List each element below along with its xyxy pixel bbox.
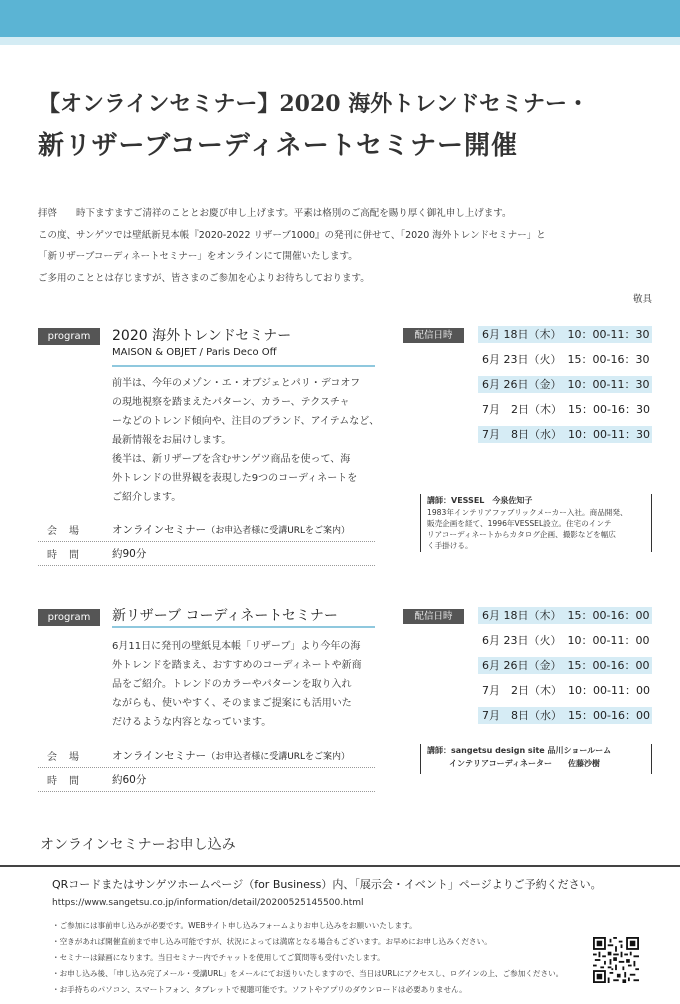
program-label-2: program (38, 609, 100, 626)
desc-line: 6月11日に発刊の壁紙見本帳「リザーブ」より今年の海 (112, 641, 361, 652)
intro-line: 「新リザーブコーディネートセミナー」をオンラインにて開催いたします。 (38, 251, 358, 262)
top-banner-bar (0, 0, 680, 37)
schedule-row (478, 351, 652, 368)
schedule-label-1: 配信日時 (403, 328, 464, 343)
schedule-time: 10：00-11：00 (568, 684, 650, 697)
time-value: 約90分 (112, 548, 147, 560)
venue-note: （お申込者様に受講URLをご案内） (206, 752, 351, 762)
seminar1-lecturer (420, 494, 652, 552)
time-label: 時間 (47, 550, 91, 561)
intro-text (38, 203, 652, 311)
seminar2-lecturer (420, 744, 652, 774)
venue-value: オンラインセミナー (112, 524, 207, 536)
intro-line: 拝啓 時下ますますご清祥のこととお慶び申し上げます。平素は格別のご高配を賜り厚く御礼申し上げます。 (38, 208, 512, 219)
schedule-row (478, 607, 652, 624)
lecturer-name: 講師：VESSEL 今泉佐知子 (427, 496, 533, 505)
seminar2-description (112, 637, 380, 732)
note-line: ・ご参加には事前申し込みが必要です。WEBサイト申し込みフォームよりお申し込みをお願いいたします。 (52, 921, 417, 930)
schedule-row (478, 632, 652, 649)
schedule-time: 15：00-16：00 (567, 609, 650, 622)
schedule-date: 6月 18日（木） (482, 328, 562, 341)
schedule-row (478, 682, 652, 699)
schedule-date: 7月 8日（水） (482, 428, 562, 441)
time-value: 約60分 (112, 774, 147, 786)
apply-heading: オンラインセミナーお申し込み (40, 837, 236, 853)
schedule-row (478, 426, 652, 443)
title-line-1: 【オンラインセミナー】2020 海外トレンドセミナー・ (38, 91, 590, 117)
seminar2-title: 新リザーブ コーディネートセミナー (112, 608, 338, 624)
schedule-time: 10：00-11：30 (567, 328, 650, 341)
note-line: ・お手持ちのパソコン、スマートフォン、タブレットで視聴可能です。ソフトやアプリのダウンロードは必要ありません。 (52, 985, 467, 994)
seminar2-divider (112, 626, 375, 628)
intro-line: ご多用のこととは存じますが、皆さまのご参加を心よりお待ちしております。 (38, 272, 370, 284)
intro-closing: 敬具 (632, 294, 652, 305)
schedule-label-2: 配信日時 (403, 609, 464, 624)
time-label: 時間 (47, 776, 91, 787)
venue-label: 会場 (47, 526, 91, 537)
desc-line: 品をご紹介。トレンドのカラーやパターンを取り入れ (112, 679, 352, 690)
schedule-row (478, 326, 652, 343)
note-line: ・空きがあれば開催直前まで申し込み可能ですが、状況によっては満席となる場合もございます。お早めにお申し込みください。 (52, 937, 492, 946)
info-divider (38, 541, 375, 542)
schedule-time: 10：00-11：30 (567, 378, 650, 391)
desc-line: 最新情報をお届けします。 (112, 435, 232, 446)
program-label-1: program (38, 328, 100, 345)
schedule-time: 15：00-16：30 (568, 403, 650, 416)
schedule-date: 6月 18日（木） (482, 609, 562, 622)
seminar1-title: 2020 海外トレンドセミナー (112, 328, 292, 344)
desc-line: だけるような内容となっています。 (112, 717, 272, 728)
apply-url-link[interactable]: https://www.sangetsu.co.jp/information/detail/20200525145500.html (52, 898, 364, 908)
desc-line: の現地視察を踏まえたパターン、カラー、テクスチャ (112, 397, 350, 408)
schedule-row (478, 376, 652, 393)
venue-note: （お申込者様に受講URLをご案内） (206, 526, 351, 536)
info-divider (38, 767, 375, 768)
intro-line: この度、サンゲツでは壁紙新見本帳『2020-2022 リザーブ1000』の発刊に併せて、「2020 海外トレンドセミナー」と (38, 229, 546, 241)
apply-lead-text: QRコードまたはサンゲツホームページ（for Business）内、「展示会・イベント」ページよりご予約ください。 (52, 878, 602, 891)
schedule-time: 15：00-16：30 (567, 353, 650, 366)
schedule-time: 10：00-11：30 (568, 428, 650, 441)
schedule-date: 7月 2日（木） (482, 403, 562, 416)
desc-line: ご紹介します。 (112, 492, 182, 503)
schedule-date: 6月 23日（火） (482, 353, 562, 366)
desc-line: ながらも、使いやすく、そのままご提案にも活用いた (112, 698, 352, 709)
lecturer-bio-line: 販売企画を経て、1996年VESSEL設立。住宅のインテ (427, 519, 612, 528)
lecturer-line-1: 講師：sangetsu design site 品川ショールーム (427, 746, 612, 755)
desc-line: ーなどのトレンド傾向や、注目のブランド、アイテムなど、 (112, 416, 380, 427)
page-title (38, 84, 589, 168)
desc-line: 外トレンドの世界観を表現した9つのコーディネートを (112, 473, 358, 484)
desc-line: 前半は、今年のメゾン・エ・オブジェとパリ・デコオフ (112, 378, 361, 389)
title-line-2: 新リザーブコーディネートセミナー開催 (38, 131, 519, 161)
top-banner-stripe (0, 37, 680, 45)
schedule-time: 10：00-11：00 (567, 634, 650, 647)
schedule-date: 7月 8日（水） (482, 709, 562, 722)
apply-notes (52, 918, 592, 998)
apply-divider (0, 865, 680, 867)
schedule-time: 15：00-16：00 (567, 659, 650, 672)
note-line: ・セミナーは録画になります。当日セミナー内でチャットを使用してご質問等も受付いたします。 (52, 953, 385, 962)
schedule-date: 7月 2日（木） (482, 684, 562, 697)
schedule-time: 15：00-16：00 (568, 709, 650, 722)
schedule-date: 6月 26日（金） (482, 378, 562, 391)
schedule-row (478, 657, 652, 674)
schedule-row (478, 707, 652, 724)
info-divider (38, 791, 375, 792)
lecturer-line-2: インテリアコーディネーター 佐藤沙樹 (449, 759, 600, 768)
desc-line: 後半は、新リザーブを含むサンゲツ商品を使って、海 (112, 454, 351, 465)
seminar1-description (112, 374, 380, 507)
seminar1-divider (112, 365, 375, 367)
schedule-date: 6月 23日（火） (482, 634, 562, 647)
note-line: ・お申し込み後、「申し込み完了メール・受講URL」をメールにてお送りいたしますので、当日はURLにアクセスし、ログインの上、ご参加ください。 (52, 969, 564, 978)
venue-value: オンラインセミナー (112, 750, 207, 762)
lecturer-bio-line: く手掛ける。 (427, 541, 473, 550)
schedule-row (478, 401, 652, 418)
qr-code-icon[interactable] (593, 937, 639, 983)
lecturer-bio-line: 1983年インテリアファブリックメーカー入社。商品開発、 (427, 508, 628, 517)
schedule-date: 6月 26日（金） (482, 659, 562, 672)
info-divider (38, 565, 375, 566)
venue-label: 会場 (47, 752, 91, 763)
desc-line: 外トレンドを踏まえ、おすすめのコーディネートや新商 (112, 660, 362, 671)
lecturer-bio-line: リアコーディネートからカタログ企画、撮影などを幅広 (427, 530, 616, 539)
seminar1-subtitle: MAISON & OBJET / Paris Deco Off (112, 347, 277, 358)
